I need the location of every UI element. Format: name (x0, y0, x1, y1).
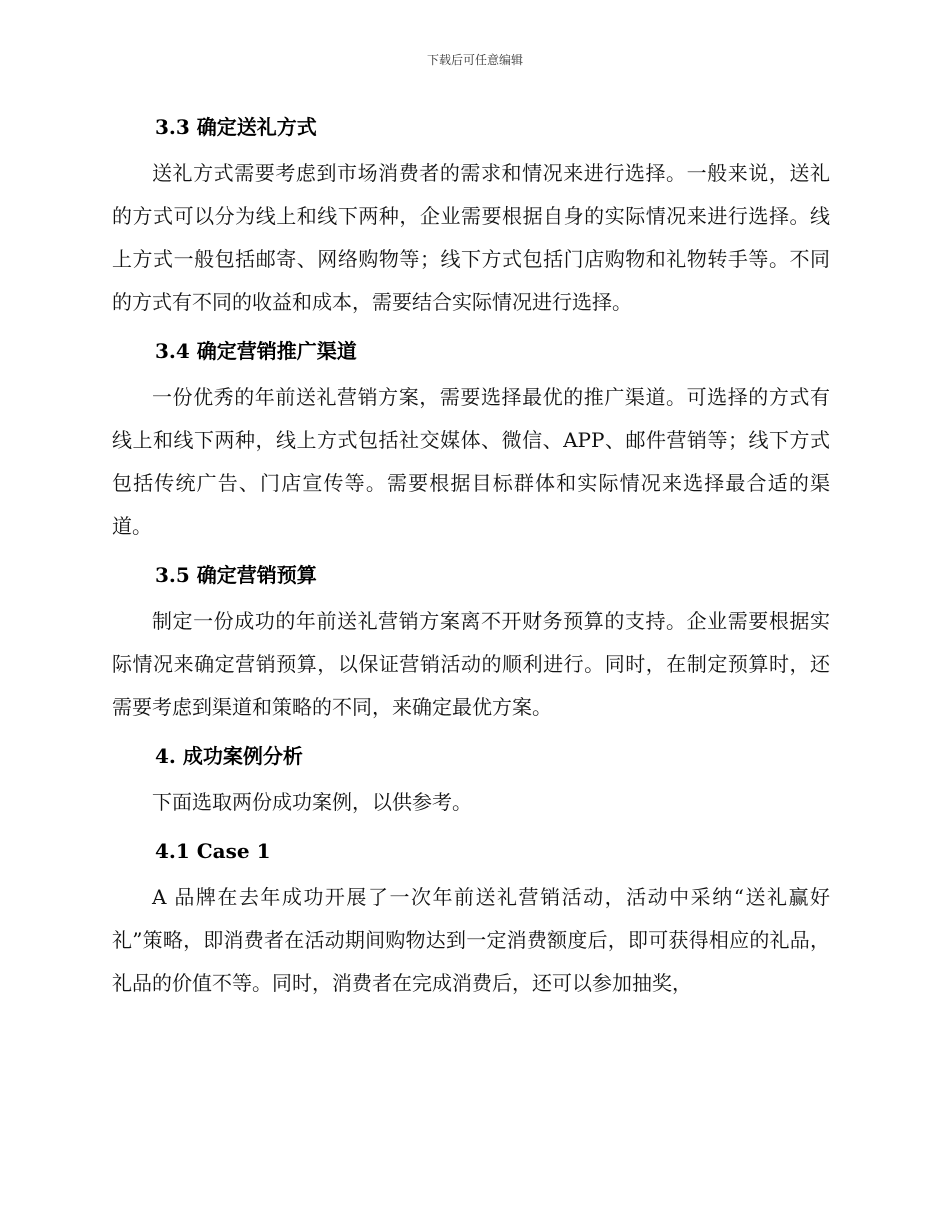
section-heading-4-1: 4.1 Case 1 (155, 839, 271, 863)
section-paragraph-3-3: 送礼方式需要考虑到市场消费者的需求和情况来进行选择。一般来说，送礼的方式可以分为线上和线下两种，企业需要根据自身的实际情况来进行选择。线上方式一般包括邮寄、网络购物等；线下方式包括门店购物和礼物转手等。不同的方式有不同的收益和成本，需要结合实际情况进行选择。 (112, 161, 830, 314)
section-paragraph-4: 下面选取两份成功案例，以供参考。 (152, 790, 472, 814)
document-body (112, 110, 830, 1015)
section-paragraph-3-5: 制定一份成功的年前送礼营销方案离不开财务预算的支持。企业需要根据实际情况来确定营销预算，以保证营销活动的顺利进行。同时，在制定预算时，还需要考虑到渠道和策略的不同，来确定最优方案。 (112, 609, 830, 719)
section-heading-4: 4. 成功案例分析 (155, 744, 303, 768)
section-paragraph-4-1: A 品牌在去年成功开展了一次年前送礼营销活动，活动中采纳“送礼赢好礼”策略，即消费者在活动期间购物达到一定消费额度后，即可获得相应的礼品，礼品的价值不等。同时，消费者在完成消费后，还可以参加抽奖， (112, 885, 830, 995)
page-header: 下载后可任意编辑 (426, 53, 523, 67)
section-heading-3-5: 3.5 确定营销预算 (155, 563, 317, 587)
section-paragraph-3-4: 一份优秀的年前送礼营销方案，需要选择最优的推广渠道。可选择的方式有线上和线下两种，线上方式包括社交媒体、微信、APP、邮件营销等；线下方式包括传统广告、门店宣传等。需要根据目标群体和实际情况来选择最合适的渠道。 (112, 385, 830, 538)
section-heading-3-4: 3.4 确定营销推广渠道 (155, 339, 357, 363)
section-heading-3-3: 3.3 确定送礼方式 (155, 115, 317, 139)
